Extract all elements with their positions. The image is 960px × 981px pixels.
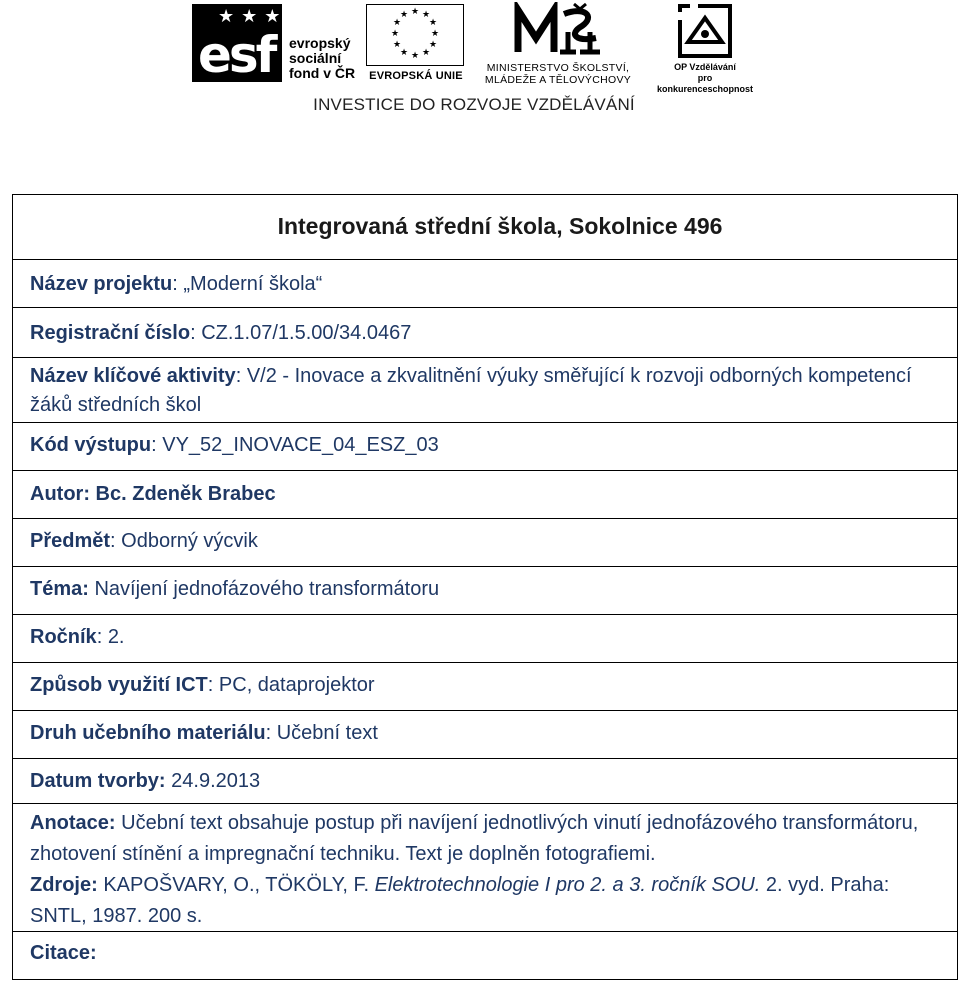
rocnik-label: Ročník (30, 626, 97, 648)
citace-row (13, 932, 957, 981)
ict-label: Způsob využití ICT (30, 674, 208, 696)
predmet-row: Předmět: Odborný výcvik (13, 519, 957, 567)
svg-text:★: ★ (421, 9, 431, 19)
school-name: Integrovaná střední škola, Sokolnice 496 (277, 213, 723, 239)
registracni-value: CZ.1.07/1.5.00/34.0467 (201, 322, 412, 344)
svg-text:★: ★ (390, 28, 400, 38)
svg-text:★: ★ (428, 17, 438, 27)
projekt-value: „Moderní škola“ (183, 273, 323, 295)
druh-label: Druh učebního materiálu (30, 722, 266, 744)
registracni-label: Registrační číslo (30, 322, 191, 344)
svg-text:★: ★ (421, 47, 431, 57)
tema-label: Téma: (30, 578, 89, 600)
anotace-zdroje-row (13, 804, 957, 932)
op-caption: OP Vzdělávání pro konkurenceschopnost (656, 62, 754, 94)
investice-slogan: INVESTICE DO ROZVOJE VZDĚLÁVÁNÍ (313, 95, 635, 114)
predmet-label: Předmět (30, 530, 111, 552)
svg-text:★: ★ (410, 6, 420, 16)
msmt-logo-icon (514, 2, 604, 60)
logo-strip (0, 0, 960, 120)
op-logo-icon (674, 4, 738, 68)
registracni-row: Registrační číslo: CZ.1.07/1.5.00/34.0467 (13, 308, 957, 358)
datum-row (13, 759, 957, 804)
eu-flag-icon (366, 4, 464, 66)
tema-value: Navíjení jednofázového transformátoru (94, 578, 440, 600)
zdroje-author: KAPOŠVARY, O., TÖKÖLY, F. (103, 874, 370, 896)
druh-row: Druh učebního materiálu: Učební text (13, 711, 957, 759)
eu-caption: EVROPSKÁ UNIE (369, 70, 463, 82)
ict-row: Způsob využití ICT: PC, dataprojektor (13, 663, 957, 711)
aktivita-value: V/2 - Inovace a zkvalitnění výuky směřující k rozvoji odborných kompetencí žáků středních škol (30, 365, 912, 416)
projekt-row: Název projektu: „Moderní škola“ (13, 260, 957, 308)
svg-text:★: ★ (392, 17, 402, 27)
aktivita-row: Název klíčové aktivity: V/2 - Inovace a zkvalitnění výuky směřující k rozvoji odborných kompetencí žáků středních škol (13, 358, 957, 423)
esf-logo (192, 4, 282, 82)
svg-text:★: ★ (428, 39, 438, 49)
svg-text:★: ★ (399, 9, 409, 19)
ict-value: PC, dataprojektor (218, 674, 375, 696)
esf-logo-text: evropský sociální fond v ČR (289, 35, 356, 81)
predmet-value: Odborný výcvik (121, 530, 258, 552)
autor-label: Autor: (30, 483, 90, 505)
rocnik-value: 2. (107, 626, 125, 648)
svg-text:★: ★ (399, 47, 409, 57)
svg-text:★: ★ (410, 50, 420, 60)
kod-label: Kód výstupu (30, 434, 152, 456)
school-row (13, 195, 957, 260)
zdroje-title: Elektrotechnologie I pro 2. a 3. ročník SOU. (374, 874, 761, 896)
zdroje-rest: 2. vyd. Praha: SNTL, 1987. 200 s. (30, 874, 890, 927)
project-info-table (12, 194, 958, 980)
anotace-label: Anotace: (30, 812, 116, 834)
kod-value: VY_52_INOVACE_04_ESZ_03 (162, 434, 439, 456)
rocnik-row: Ročník: 2. (13, 615, 957, 663)
svg-text:★: ★ (430, 28, 440, 38)
kod-row: Kód výstupu: VY_52_INOVACE_04_ESZ_03 (13, 423, 957, 471)
tema-row (13, 567, 957, 615)
citace-label: Citace: (30, 942, 97, 964)
esf-stars-icon: ★ ★ ★ (218, 6, 282, 26)
autor-value: Bc. Zdeněk Brabec (95, 483, 276, 505)
druh-value: Učební text (276, 722, 378, 744)
datum-label: Datum tvorby: (30, 770, 166, 792)
svg-text:★: ★ (392, 39, 402, 49)
autor-row (13, 471, 957, 519)
datum-value: 24.9.2013 (171, 770, 261, 792)
projekt-label: Název projektu (30, 273, 173, 295)
aktivita-label: Název klíčové aktivity (30, 365, 236, 387)
anotace-value: Učební text obsahuje postup při navíjení jednotlivých vinutí jednofázového transformátoru, zhotovení stínění a impregnační techniku. Text je doplněn fotografiemi. (30, 812, 919, 865)
esf-letters: esf (198, 26, 275, 84)
zdroje-label: Zdroje: (30, 874, 98, 896)
msmt-caption: MINISTERSTVO ŠKOLSTVÍ, MLÁDEŽE A TĚLOVÝCHOVY (484, 62, 632, 86)
